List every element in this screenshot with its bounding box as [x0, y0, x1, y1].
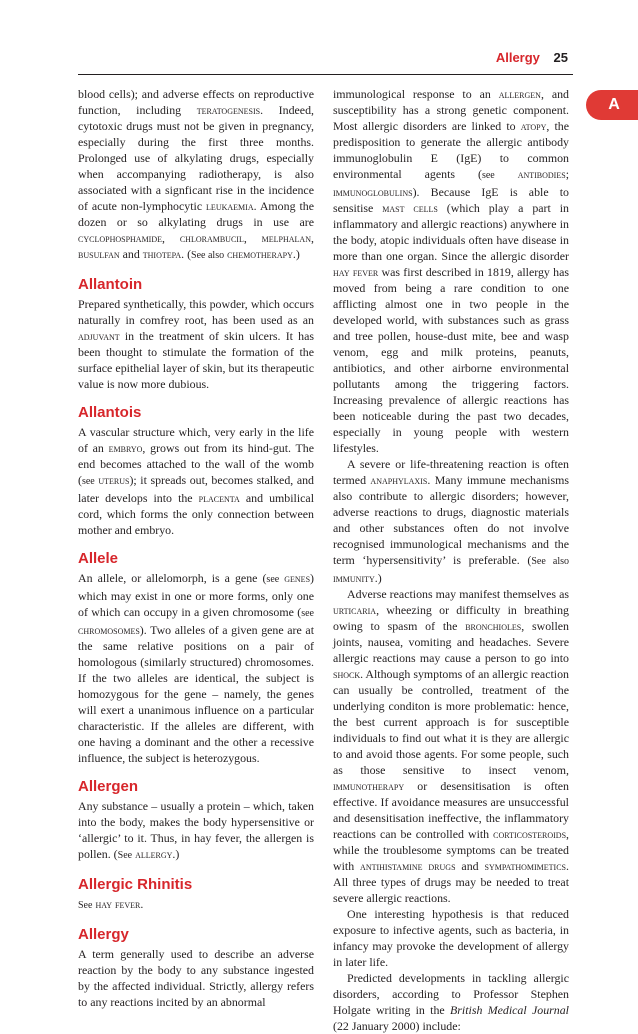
text-run: , the predisposition to generate the allergic antibody immunoglobulin E (IgE) to common environmental agents (	[333, 119, 569, 181]
text-run: British Medical Journal	[450, 1003, 569, 1017]
cross-reference: cyclophosphamide	[78, 231, 163, 245]
entry-paragraph	[78, 798, 314, 864]
text-run: and	[455, 859, 485, 873]
entry-paragraph	[78, 86, 314, 264]
entry-paragraph	[333, 970, 569, 1034]
cross-reference: chemotherapy	[227, 247, 293, 261]
entry-paragraph	[78, 946, 314, 1010]
cross-reference: chlorambucil	[179, 231, 244, 245]
cross-reference: embryo	[108, 441, 143, 455]
text-run: An allele, or allelomorph, is a gene (	[78, 571, 267, 585]
text-run: and	[119, 247, 143, 261]
text-run: . Indeed, cytotoxic drugs must not be given in pregnancy, especially during the first three months. Prolonged use of alkylating drugs, especially when accompanying radiotherapy, is also associated with a signficant rise in the incidence of acute non-lymphocytic	[78, 103, 314, 213]
entry-headword: Allantois	[78, 404, 142, 421]
entry-headword: Allantoin	[78, 276, 143, 293]
text-run: . Many immune mechanisms also contribute to allergic disorders; however, adverse reactions to drugs, diagnostic materials and other substances often do not involve recognised immunological mechanisms and the term ‘hypersensitivity’ is preferable. (	[333, 473, 569, 567]
text-run: ,	[311, 231, 314, 245]
text-run: . Among the dozen or so alkylating drugs in use are	[78, 199, 314, 229]
text-run: ). Because IgE is able to sensitise	[333, 185, 569, 215]
text-run: was first described in 1819, allergy has moved from being a rare condition to one afflicting almost one in two people in the developed world, with substances such as grass and tree pollen, house-dust mite, bee and wasp venom, egg and milk proteins, peanuts, antibiotics, and other airborne environmental pollutants among the triggering factors. Increasing prevalence of allergic reactions has been noticeable during the past two decades, especially in young people with western lifestyles.	[333, 265, 570, 455]
text-run: see	[481, 170, 495, 181]
entry-paragraph	[333, 86, 569, 456]
entry-headword: Allergen	[78, 778, 139, 795]
right-column	[333, 86, 569, 1034]
text-run: One interesting hypothesis is that reduced exposure to infective agents, such as bacteria, in infancy may provoke the development of allergy in later life.	[333, 907, 569, 969]
text-run: blood cells); and adverse effects on reproductive function, including	[78, 87, 314, 117]
text-run: Predicted developments in tackling allergic disorders, according to Professor Stephen Holgate writing in the	[333, 971, 569, 1017]
cross-reference: sympathomimetics	[484, 859, 566, 873]
text-run: see	[301, 608, 314, 619]
header-rule	[78, 74, 573, 75]
cross-reference: allergy	[135, 847, 173, 861]
cross-reference: chromosomes	[78, 623, 140, 637]
entry-paragraph	[78, 896, 314, 914]
text-run: see	[81, 476, 95, 487]
text-run: ); it spreads out, becomes stalked, and later develops into the	[78, 473, 314, 505]
text-run: ,	[162, 231, 180, 245]
cross-reference: atopy	[520, 119, 547, 133]
entry-paragraph	[333, 906, 569, 970]
text-run: A severe or life-threatening reaction is often termed	[333, 457, 569, 487]
cross-reference: shock	[333, 667, 361, 681]
cross-reference: immunoglobulins	[333, 185, 413, 199]
cross-reference: placenta	[198, 491, 240, 505]
cross-reference: bronchioles	[465, 619, 522, 633]
cross-reference: urticaria	[333, 603, 377, 617]
text-run: See also	[531, 556, 570, 567]
text-run: .)	[292, 247, 300, 261]
entry-paragraph	[333, 456, 569, 586]
page-number: 25	[553, 50, 568, 65]
text-run: A term generally used to describe an adverse reaction by the body to any substance ingested by the affected individual. Strictly, allergy refers to any reactions incited by an abnormal	[78, 947, 314, 1009]
cross-reference: leukaemia	[206, 199, 254, 213]
cross-reference: adjuvant	[78, 329, 120, 343]
running-header	[496, 50, 568, 65]
cross-reference: hay fever	[333, 265, 379, 279]
cross-reference: anaphylaxis	[370, 473, 428, 487]
cross-reference: hay fever	[95, 897, 141, 911]
text-run: .)	[172, 847, 180, 861]
cross-reference: mast cells	[382, 201, 438, 215]
text-run: See	[78, 900, 93, 911]
text-run: Adverse reactions may manifest themselves as	[347, 587, 569, 601]
text-run: . All three types of drugs may be needed to treat severe allergic reactions.	[333, 859, 569, 905]
text-run: ,	[243, 231, 262, 245]
text-run: (which play a part in inflammatory and allergic reactions) anywhere in the body, atopic individuals often have disease in more than one organ. Since the allergic disorder	[333, 201, 569, 263]
cross-reference: immunity	[333, 571, 375, 585]
text-run: , and susceptibility has a strong genetic component. Most allergic disorders are linked to	[333, 87, 569, 133]
text-run: in the treatment of skin ulcers. It has been thought to stimulate the formation of the surface epithelial layer of skin, but its therapeutic value is now more dubious.	[78, 329, 314, 391]
text-run: See	[117, 850, 133, 861]
text-run: or desensitisation is often effective. If avoidance measures are unsuccessful and desensitisation ineffective, the inflammatory reactions can be controlled with	[333, 779, 569, 841]
cross-reference: teratogenesis	[196, 103, 261, 117]
entry-headword: Allergic Rhinitis	[78, 876, 193, 893]
entry-paragraph	[78, 296, 314, 392]
text-run: .	[140, 897, 144, 911]
cross-reference: busulfan	[78, 247, 120, 261]
entry-paragraph	[78, 424, 314, 538]
text-run: , grows out from its hind-gut. The end becomes attached to the wall of the womb (	[78, 441, 315, 487]
text-run: see	[266, 574, 280, 585]
cross-reference: uterus	[98, 473, 130, 487]
entry-headword: Allele	[78, 550, 119, 567]
text-run: Any substance – usually a protein – which, taken into the body, makes the body hypersensitive or ‘allergic’ to it. Thus, in hay fever, the allergen is pollen. (	[78, 799, 314, 861]
text-run	[495, 167, 518, 181]
text-run: . (	[181, 247, 192, 261]
text-run: ) which may exist in one or more forms, only one of which can occupy in a given chromosome (	[78, 571, 314, 619]
text-run: Prepared synthetically, this powder, which occurs naturally in comfrey root, has been used as an	[78, 297, 314, 327]
text-run: immunological response to an	[333, 87, 499, 101]
cross-reference: antibodies	[517, 167, 566, 181]
cross-reference: corticosteroids	[493, 827, 567, 841]
entry-paragraph	[78, 570, 314, 766]
text-run: ;	[565, 167, 569, 181]
entry-paragraph	[333, 586, 569, 906]
text-run: A vascular structure which, very early in the life of an	[78, 425, 314, 455]
running-head: Allergy	[495, 50, 540, 65]
text-run: , while the troublesome symptoms can be treated with	[333, 827, 569, 873]
text-run: ). Two alleles of a given gene are at the same relative positions on a pair of homologous (similarly structured) chromosomes. If the two alleles are identical, the subject is homozygous for the gene – namely, the genes will exert a unanimous influence on a particular characteristic. If the alleles are different, with one having a dominant and the other a recessive influence, the subject is heterozygous.	[78, 623, 314, 765]
cross-reference: genes	[284, 571, 311, 585]
cross-reference: allergen	[498, 87, 541, 101]
text-run: . Although symptoms of an allergic reaction can usually be controlled, treatment of the underlying conditon is more problematic: hence, the best current approach is for susceptible individuals to find out what it is they are allergic to and avoid those agents. For some people, such as those sensitive to insect venom,	[333, 667, 569, 777]
text-run: , wheezing or difficulty in breathing owing to spasm of the	[333, 603, 569, 633]
thumb-tab: A	[586, 90, 638, 120]
text-run: .)	[374, 571, 382, 585]
text-run: , swollen joints, nausea, vomiting and headaches. Severe allergic reactions may cause a person to go into	[333, 619, 569, 665]
text-run: and umbilical cord, which forms the only connection between mother and embryo.	[78, 491, 314, 537]
entry-headword: Allergy	[78, 926, 129, 943]
cross-reference: melphalan	[261, 231, 311, 245]
cross-reference: immunotherapy	[333, 779, 405, 793]
left-column	[78, 86, 314, 1010]
cross-reference: thiotepa	[142, 247, 182, 261]
text-run: See also	[191, 250, 225, 261]
text-run: (22 January 2000) include:	[333, 1019, 461, 1033]
cross-reference: antihistamine drugs	[360, 859, 456, 873]
